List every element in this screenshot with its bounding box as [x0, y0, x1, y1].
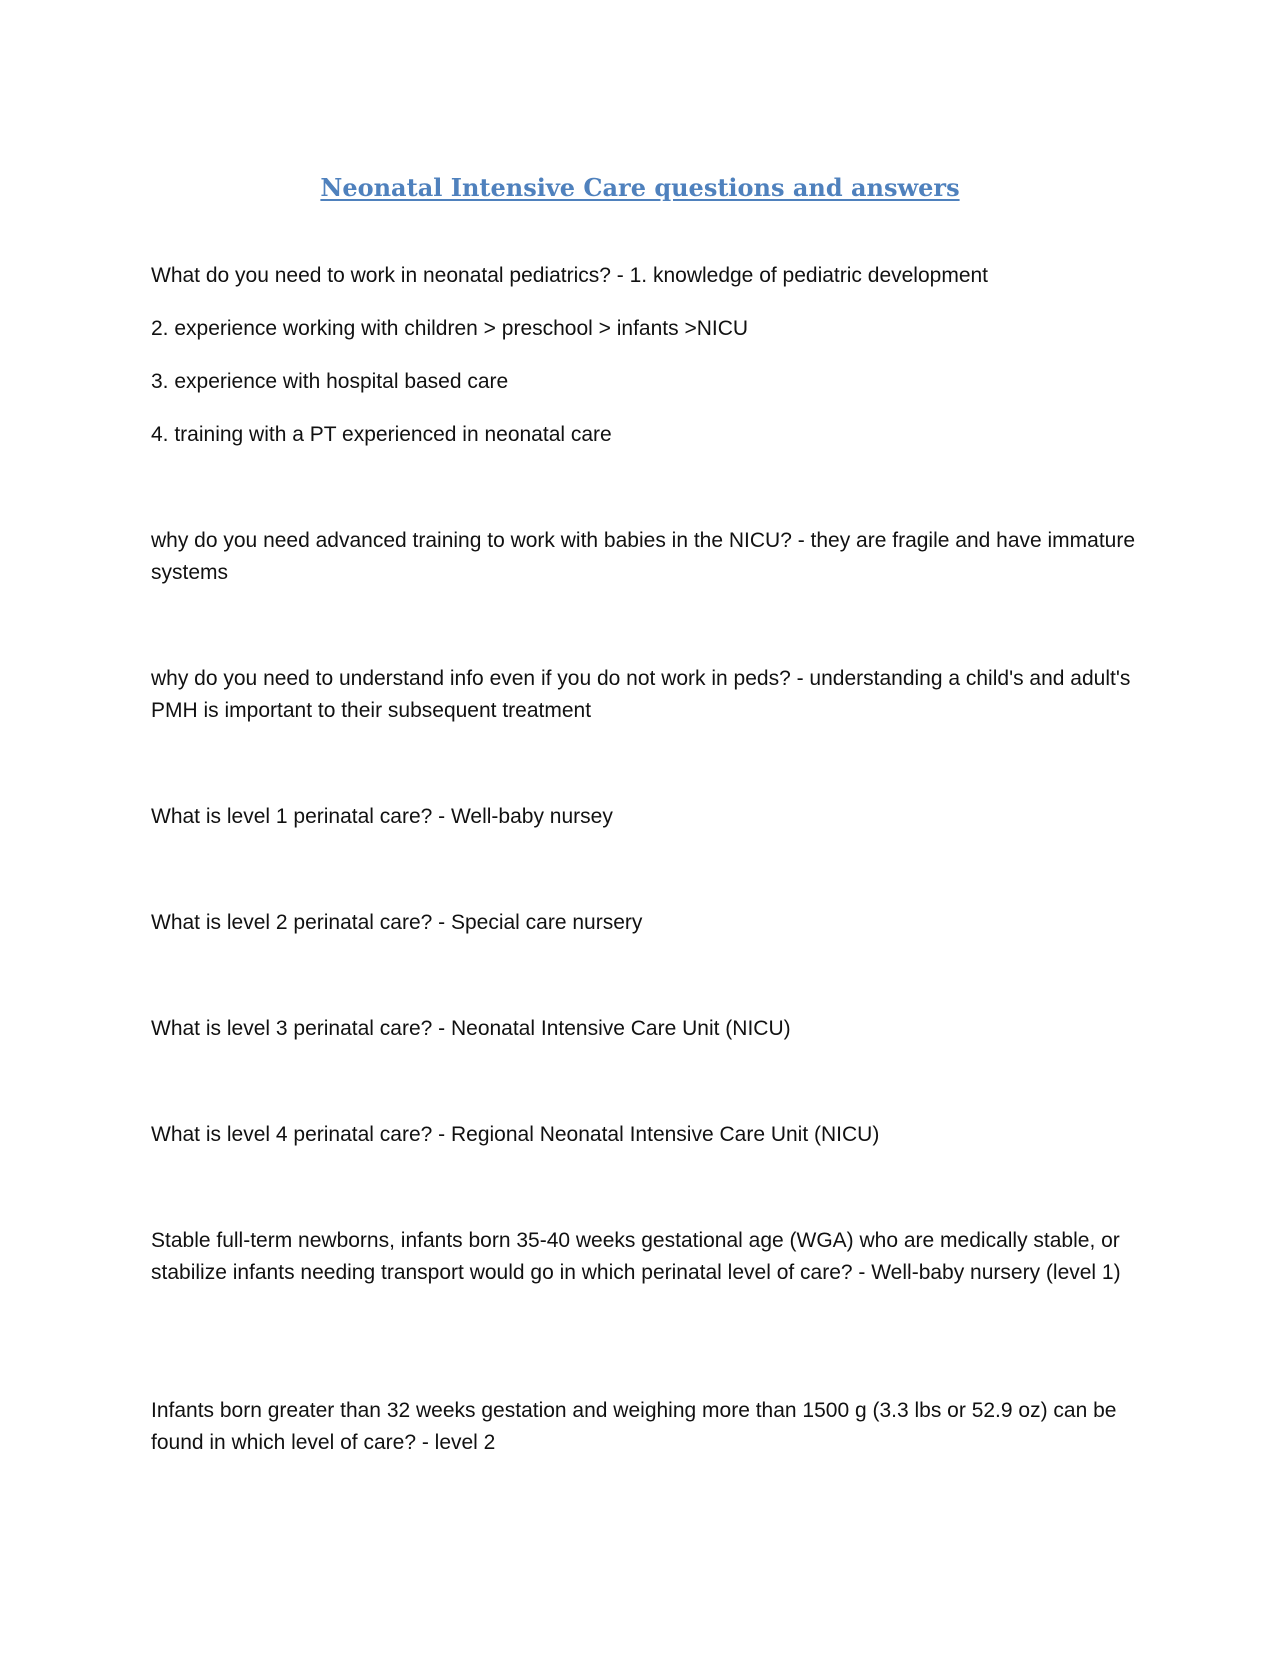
paragraph-level-1: What is level 1 perinatal care? - Well-baby nursey: [151, 805, 613, 828]
paragraph-pt-training: 4. training with a PT experienced in neonatal care: [151, 423, 612, 446]
paragraph-experience-children: 2. experience working with children > preschool > infants >NICU: [151, 317, 749, 340]
paragraph-hospital-care: 3. experience with hospital based care: [151, 370, 509, 393]
paragraph-advanced-training: why do you need advanced training to work with babies in the NICU? - they are fragile and have immature systems: [151, 529, 1136, 584]
paragraph-infants-32-weeks: Infants born greater than 32 weeks gestation and weighing more than 1500 g (3.3 lbs or 52.9 oz) can be found in which level of care? - level 2: [151, 1399, 1117, 1454]
document-title: Neonatal Intensive Care questions and answers: [320, 173, 960, 202]
paragraph-stable-newborns: Stable full-term newborns, infants born 35-40 weeks gestational age (WGA) who are medically stable, or stabilize infants needing transport would go in which perinatal level of care? - Well-baby nursery (level 1): [151, 1229, 1121, 1284]
paragraph-level-3: What is level 3 perinatal care? - Neonatal Intensive Care Unit (NICU): [151, 1017, 791, 1040]
paragraph-level-4: What is level 4 perinatal care? - Regional Neonatal Intensive Care Unit (NICU): [151, 1123, 880, 1146]
paragraph-level-2: What is level 2 perinatal care? - Special care nursery: [151, 911, 643, 934]
paragraph-work-neonatal-peds: What do you need to work in neonatal pediatrics? - 1. knowledge of pediatric development: [151, 264, 989, 287]
paragraph-understand-info: why do you need to understand info even if you do not work in peds? - understanding a child's and adult's PMH is important to their subsequent treatment: [151, 667, 1131, 722]
